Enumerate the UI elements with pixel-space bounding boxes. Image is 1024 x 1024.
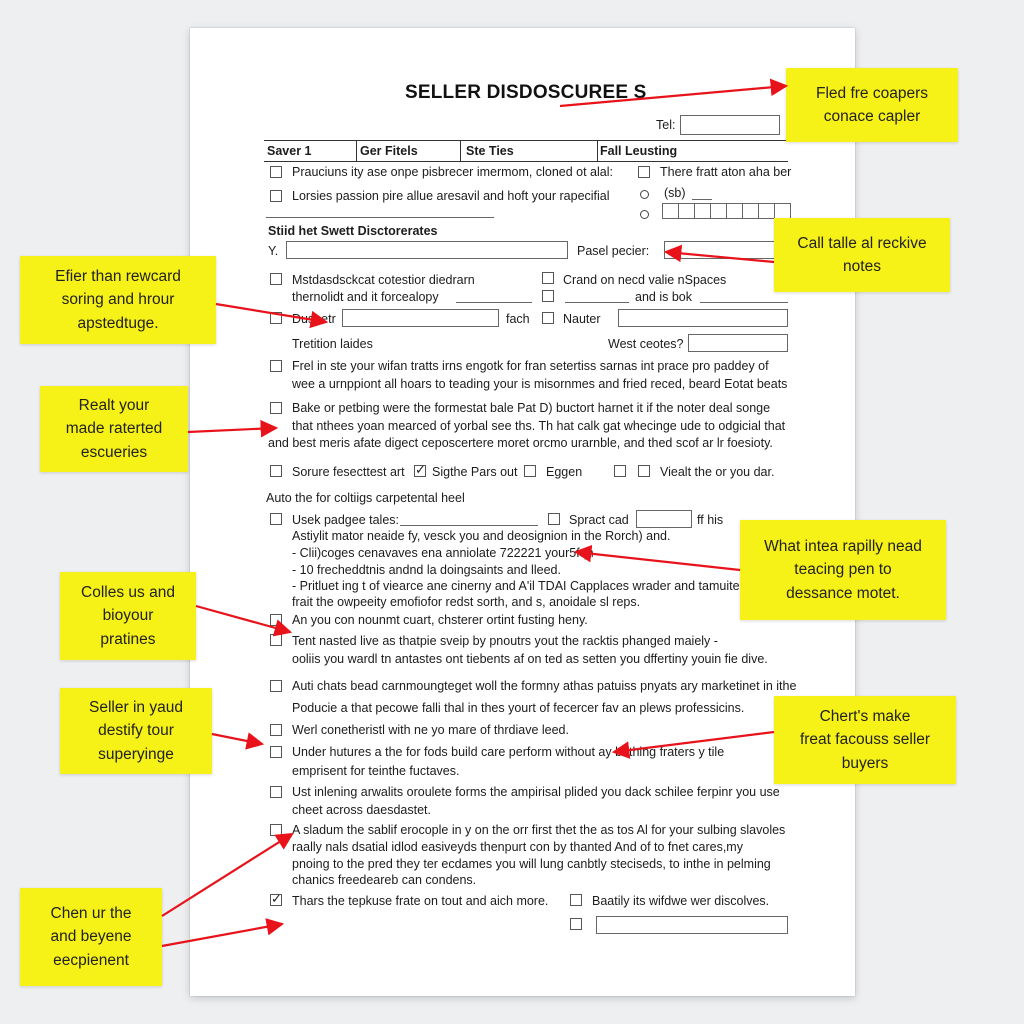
para-line: Ust inlening arwalits oroulete forms the ampirisal plided you dack schilee ferpinr you use [292, 785, 780, 799]
header-bottom-rule [264, 161, 788, 162]
sticky-note: Efier than rewcard soring and hrour apstedtuge. [20, 256, 216, 344]
character-grid-input[interactable] [662, 203, 790, 219]
sticky-note: Fled fre coapers conace capler [786, 68, 958, 142]
checkbox[interactable] [542, 312, 554, 324]
blank-line [456, 302, 532, 303]
subsection-heading: Auto the for coltiigs carpetental heel [266, 491, 465, 505]
para-line: pnoing to the pred they ter ecdames you will lung canbtly steciseds, to inthe in pelming [292, 857, 771, 871]
checkbox[interactable] [542, 272, 554, 284]
para-line: wee a urnppiont all hoars to teading your is misornmes and fried reced, beard Eotat beats [292, 377, 788, 391]
checkbox-checked[interactable] [270, 894, 282, 906]
para-line: Under hutures a the for fods build care perform without ay bathing fraters y tile [292, 745, 725, 759]
checkbox[interactable] [638, 465, 650, 477]
right-top-line-2: (sb) [664, 186, 686, 200]
para-line: Auti chats bead carnmoungteget woll the formny athas patuiss pnyats ary marketinet in ithe [292, 679, 797, 693]
checkbox-checked[interactable] [414, 465, 426, 477]
pasel-input[interactable] [664, 241, 788, 259]
section-heading: Stiid het Swett Disctorerates [268, 224, 438, 238]
row-b-left: Duspetr [292, 312, 336, 326]
para-line: Frel in ste your wifan tratts irns engotk for fran setertiss sarnas int prace pro paddey of [292, 359, 769, 373]
nauter-input[interactable] [618, 309, 788, 327]
para-line: raally nals dsatial idlod easiveyds thenpurt con by thanted And of to fnet cares,my [292, 840, 743, 854]
para-line: and best meris afate digect ceposcertere moret orcmo urarnble, and thed scof ar lr foesioty. [268, 436, 773, 450]
checkbox[interactable] [270, 513, 282, 525]
blank-line [565, 302, 629, 303]
tretition-label: Tretition laides [292, 337, 373, 351]
checks-row-label-3: Eggen [546, 465, 583, 479]
sticky-note: Colles us and bioyour pratines [60, 572, 196, 660]
checkbox[interactable] [270, 634, 282, 646]
checkbox[interactable] [270, 824, 282, 836]
para-line: An you con nounmt cuart, chsterer ortint fusting heny. [292, 613, 588, 627]
checkbox[interactable] [270, 273, 282, 285]
column-header-3: Ste Ties [466, 144, 514, 158]
blank-line [692, 199, 712, 200]
spract-input[interactable] [636, 510, 692, 528]
west-input[interactable] [688, 334, 788, 352]
checks-row-label-1: Sorure fesecttest art [292, 465, 405, 479]
para-line: emprisent for teinthe fuctaves. [292, 764, 460, 778]
col-divider [356, 140, 357, 162]
checkbox[interactable] [270, 786, 282, 798]
spract-label: Spract cad [569, 513, 629, 527]
checkbox[interactable] [570, 894, 582, 906]
row-a-left-2: thernolidt and it forcealopy [292, 290, 439, 304]
row-a-right-2: and is bok [635, 290, 692, 304]
checkbox[interactable] [270, 402, 282, 414]
bottom-left-text: Thars the tepkuse frate on tout and aich more. [292, 894, 549, 908]
sticky-note: Chert's make freat facouss seller buyers [774, 696, 956, 784]
name-input[interactable] [286, 241, 568, 259]
checkbox[interactable] [270, 680, 282, 692]
checkbox[interactable] [270, 166, 282, 178]
top-row-text: Lorsies passion pire allue aresavil and hoft your rapecifial [292, 189, 610, 203]
checkbox[interactable] [638, 166, 650, 178]
tel-input[interactable] [680, 115, 780, 135]
column-header-4: Fall Leusting [600, 144, 678, 158]
checks-row-label-4: Viealt the or you dar. [660, 465, 775, 479]
radio-option[interactable] [640, 190, 649, 199]
column-header-2: Ger Fitels [360, 144, 418, 158]
divider [266, 217, 494, 218]
sticky-note: What intea rapilly nead teacing pen to dessance motet. [740, 520, 946, 620]
checkbox[interactable] [270, 614, 282, 626]
checkbox[interactable] [570, 918, 582, 930]
tel-label: Tel: [656, 118, 676, 132]
bullet-line: - 10 frecheddtnis andnd la doingsaints and lleed. [292, 563, 561, 577]
checkbox[interactable] [614, 465, 626, 477]
checkbox[interactable] [270, 724, 282, 736]
sticky-note: Realt your made raterted escueries [40, 386, 188, 472]
para-line: Bake or petbing were the formestat bale Pat D) buctort harnet it if the noter deal songe [292, 401, 771, 415]
west-label: West ceotes? [608, 337, 684, 351]
bullet-line: frait the owpeeity emofiofor redst sorth, and s, anoidale sl reps. [292, 595, 641, 609]
sticky-note: Call talle al reckive notes [774, 218, 950, 292]
top-row-text: Prauciuns ity ase onpe pisbrecer imermom, cloned ot alal: [292, 165, 613, 179]
section-marker: Y. [268, 244, 279, 258]
sticky-note: Chen ur the and beyene eecpienent [20, 888, 162, 986]
para-line: Werl conetheristl with ne yo mare of thrdiave leed. [292, 723, 569, 737]
para-line: Tent nasted live as thatpie sveip by pnoutrs yout the racktis phanged maiely - [292, 634, 718, 648]
para-line: A sladum the sablif erocople in y on the orr first thet the as tos Al for your sulbing slavoles [292, 823, 786, 837]
checkbox[interactable] [542, 290, 554, 302]
bottom-right-text: Baatily its wifdwe wer discolves. [592, 894, 770, 908]
bottom-input[interactable] [596, 916, 788, 934]
row-b-right: Nauter [563, 312, 601, 326]
row-b-mid: fach [506, 312, 530, 326]
row-a-left-1: Mstdasdsckcat cotestior diedrarn [292, 273, 475, 287]
col-divider [460, 140, 461, 162]
checkbox[interactable] [270, 312, 282, 324]
bullet-line: - Pritluet ing t of viearce ane cinerny and A'il TDAI Capplaces wrader and tamuite [292, 579, 740, 593]
checkbox[interactable] [270, 360, 282, 372]
para-line: ooliis you wardl tn antastes ont tiebents af on ted as setten you dffertiny youin fie dive. [292, 652, 768, 666]
para-line: cheet across daesdastet. [292, 803, 431, 817]
usek-label: Usek padgee tales: [292, 513, 400, 527]
checkbox[interactable] [524, 465, 536, 477]
para-line: that nthees yoan mearced of yorbal see ths. Th hat calk gat whecinge ude to odgicial that [292, 419, 786, 433]
bullet-line: - Clii)coges cenavaves ena anniolate 722221 your5fqn [292, 546, 594, 560]
row-a-right-1: Crand on necd valie nSpaces [563, 273, 727, 287]
sticky-note: Seller in yaud destify tour superyinge [60, 688, 212, 774]
blank-line [700, 302, 788, 303]
right-top-line-1: There fratt aton aha ber [660, 165, 792, 179]
para-line: Poducie a that pecowe falli thal in thes yourt of fecercer fav an plews professicins. [292, 701, 745, 715]
column-header-1: Saver 1 [267, 144, 312, 158]
form-title: SELLER DISDOSCUREE S [405, 82, 647, 103]
bullet-line: Astiylit mator neaide fy, vesck you and deosignion in the Rorch) and. [292, 529, 671, 543]
pasel-label: Pasel pecier: [577, 244, 650, 258]
checkbox[interactable] [270, 465, 282, 477]
ffhis-label: ff his [697, 513, 724, 527]
checkbox[interactable] [270, 190, 282, 202]
duspetr-input[interactable] [342, 309, 499, 327]
checkbox[interactable] [270, 746, 282, 758]
checks-row-label-2: Sigthe Pars out [432, 465, 518, 479]
checkbox[interactable] [548, 513, 560, 525]
blank-line [400, 525, 538, 526]
col-divider [597, 140, 598, 162]
para-line: chanics freedeareb can condens. [292, 873, 477, 887]
radio-option[interactable] [640, 210, 649, 219]
header-top-rule [264, 140, 788, 141]
